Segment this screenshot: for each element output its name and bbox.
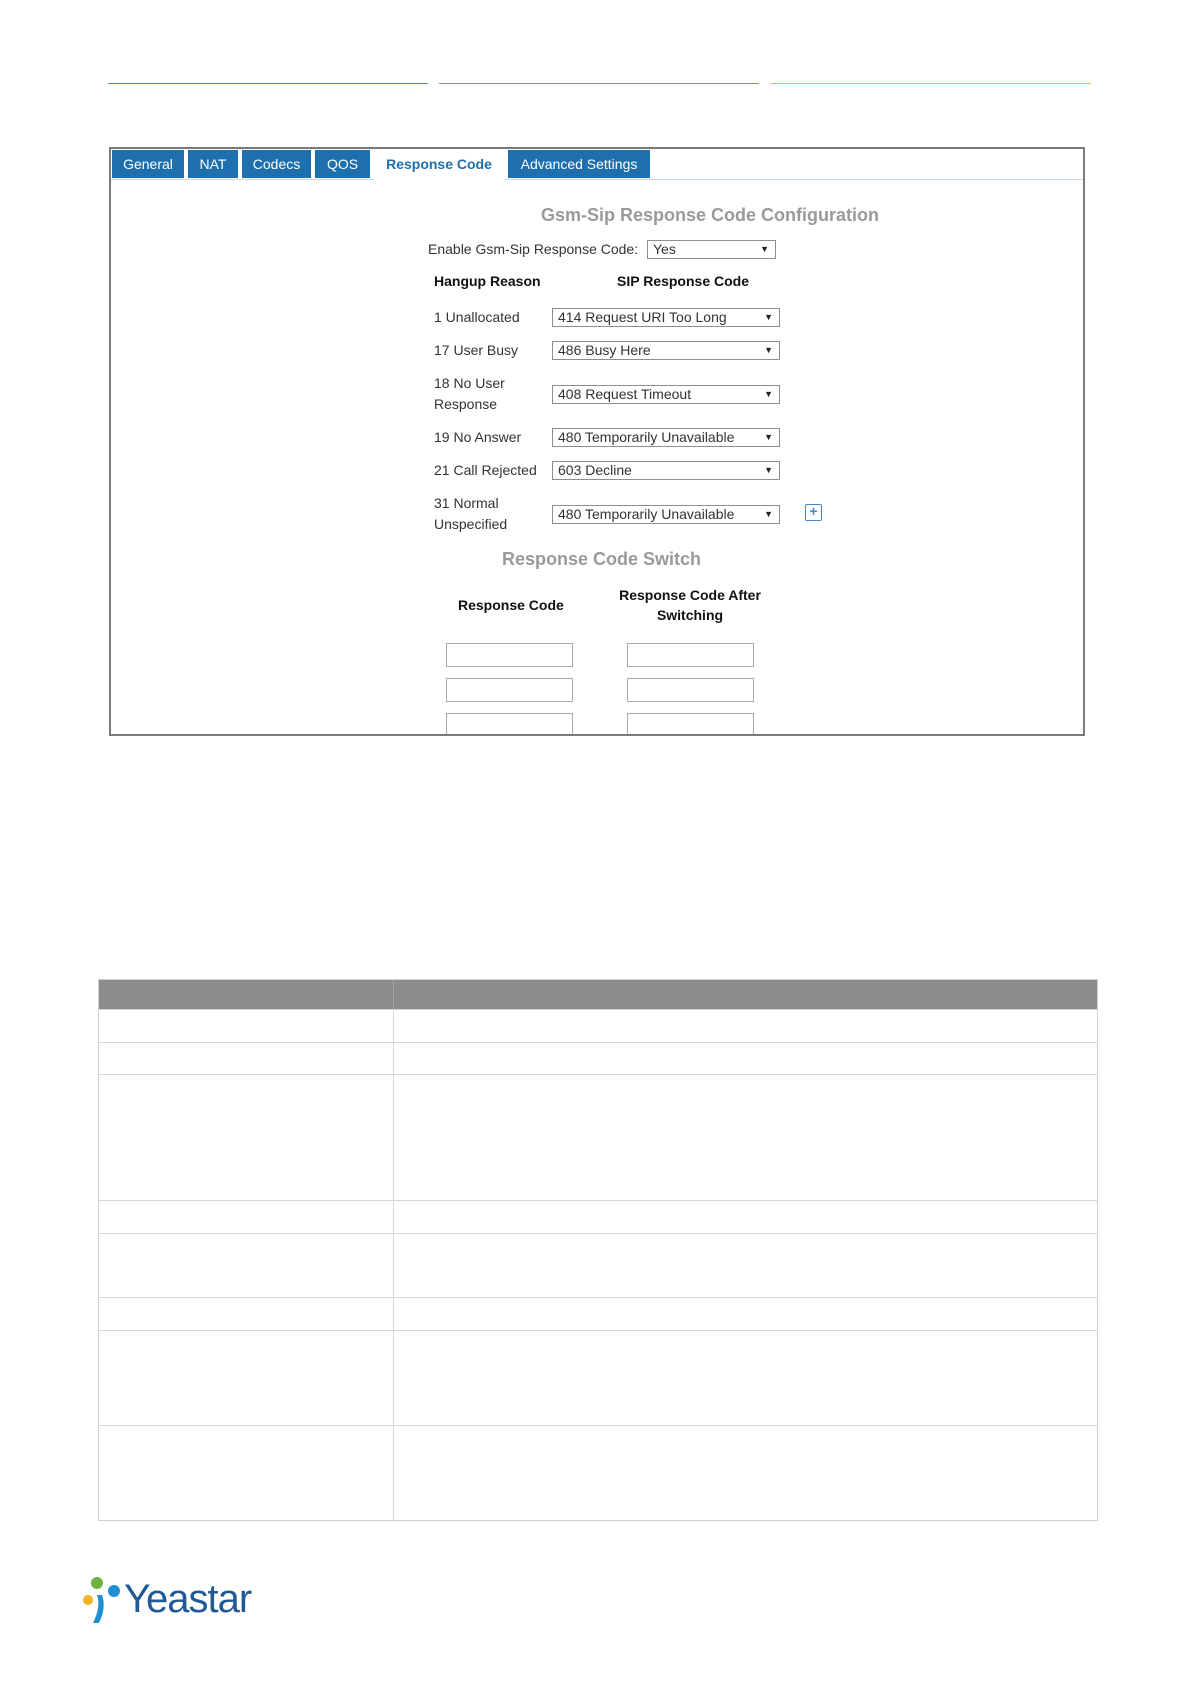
header-sip-response-code: SIP Response Code bbox=[617, 273, 750, 289]
sip-code-select[interactable] bbox=[552, 428, 780, 447]
switch-title: Response Code Switch bbox=[502, 549, 702, 569]
enable-select[interactable] bbox=[647, 240, 776, 259]
table-cell bbox=[99, 1010, 394, 1042]
header-after-switching-line2: Switching bbox=[656, 607, 724, 623]
hangup-reason-label: 19 No Answer bbox=[434, 429, 522, 445]
tab-codecs[interactable]: Codecs bbox=[242, 150, 311, 178]
chevron-down-icon: ▼ bbox=[760, 244, 769, 254]
header-response-code: Response Code bbox=[458, 597, 564, 613]
chevron-down-icon: ▼ bbox=[764, 345, 773, 355]
chevron-down-icon: ▼ bbox=[764, 465, 773, 475]
table-cell bbox=[99, 1234, 394, 1297]
response-code-after-input[interactable] bbox=[627, 713, 754, 736]
enable-value: Yes bbox=[653, 241, 676, 257]
sip-code-value: 414 Request URI Too Long bbox=[558, 309, 727, 325]
enable-label: Enable Gsm-Sip Response Code: bbox=[428, 241, 639, 257]
table-header bbox=[99, 980, 1097, 1009]
hangup-reason-label: 18 No User bbox=[434, 375, 505, 391]
response-code-input[interactable] bbox=[446, 678, 573, 702]
logo-text: Yeastar bbox=[124, 1577, 252, 1621]
table-cell bbox=[99, 1043, 394, 1074]
sip-code-select[interactable] bbox=[552, 385, 780, 404]
header-line-green bbox=[439, 83, 759, 84]
settings-panel bbox=[109, 147, 1085, 736]
chevron-down-icon: ▼ bbox=[764, 389, 773, 399]
chevron-down-icon: ▼ bbox=[764, 312, 773, 322]
table-cell bbox=[99, 1201, 394, 1233]
response-code-after-input[interactable] bbox=[627, 643, 754, 667]
sip-code-select[interactable] bbox=[552, 341, 780, 360]
table-row bbox=[99, 1074, 1097, 1200]
table-row bbox=[99, 1233, 1097, 1297]
hangup-reason-label: 21 Call Rejected bbox=[434, 462, 537, 478]
sip-code-value: 603 Decline bbox=[558, 462, 632, 478]
tab-bar bbox=[111, 149, 1083, 180]
sip-code-select[interactable] bbox=[552, 505, 780, 524]
table-row bbox=[99, 1042, 1097, 1074]
response-code-input[interactable] bbox=[446, 643, 573, 667]
tab-nat[interactable]: NAT bbox=[188, 150, 238, 178]
sip-code-value: 408 Request Timeout bbox=[558, 386, 692, 402]
hangup-reason-label: 31 Normal bbox=[434, 495, 499, 511]
config-title: Gsm-Sip Response Code Configuration bbox=[541, 205, 880, 225]
table-row bbox=[99, 1425, 1097, 1520]
sip-code-select[interactable] bbox=[552, 308, 780, 327]
header-after-switching-line1: Response Code After bbox=[619, 587, 761, 603]
tab-advanced-settings[interactable]: Advanced Settings bbox=[508, 150, 650, 178]
tab-qos[interactable]: QOS bbox=[315, 150, 370, 178]
sip-code-value: 480 Temporarily Unavailable bbox=[558, 429, 735, 445]
chevron-down-icon: ▼ bbox=[764, 432, 773, 442]
table-row bbox=[99, 1297, 1097, 1330]
table-row bbox=[99, 1330, 1097, 1425]
hangup-reason-label-line2: Unspecified bbox=[434, 516, 508, 532]
add-icon[interactable]: + bbox=[805, 504, 822, 521]
sip-code-value: 486 Busy Here bbox=[558, 342, 651, 358]
description-table bbox=[98, 979, 1098, 1521]
response-code-after-input[interactable] bbox=[627, 678, 754, 702]
table-row bbox=[99, 1200, 1097, 1233]
sip-code-value: 480 Temporarily Unavailable bbox=[558, 506, 735, 522]
tab-response-code[interactable]: Response Code bbox=[374, 150, 504, 180]
hangup-reason-label-line2: Response bbox=[434, 396, 498, 412]
header-line-blue bbox=[108, 83, 428, 84]
tab-general[interactable]: General bbox=[112, 150, 184, 178]
header-line-yellow bbox=[771, 83, 1091, 84]
table-cell bbox=[99, 1298, 394, 1330]
hangup-reason-label: 17 User Busy bbox=[434, 342, 519, 358]
hangup-reason-label: 1 Unallocated bbox=[434, 309, 520, 325]
sip-code-select[interactable] bbox=[552, 461, 780, 480]
table-row bbox=[99, 1009, 1097, 1042]
table-cell bbox=[99, 1426, 394, 1520]
yeastar-logo-icon bbox=[80, 1573, 130, 1625]
header-hangup-reason: Hangup Reason bbox=[434, 273, 541, 289]
chevron-down-icon: ▼ bbox=[764, 509, 773, 519]
table-cell bbox=[99, 1331, 394, 1425]
table-cell bbox=[99, 1075, 394, 1200]
response-code-input[interactable] bbox=[446, 713, 573, 736]
table-header-cell bbox=[99, 980, 394, 1009]
